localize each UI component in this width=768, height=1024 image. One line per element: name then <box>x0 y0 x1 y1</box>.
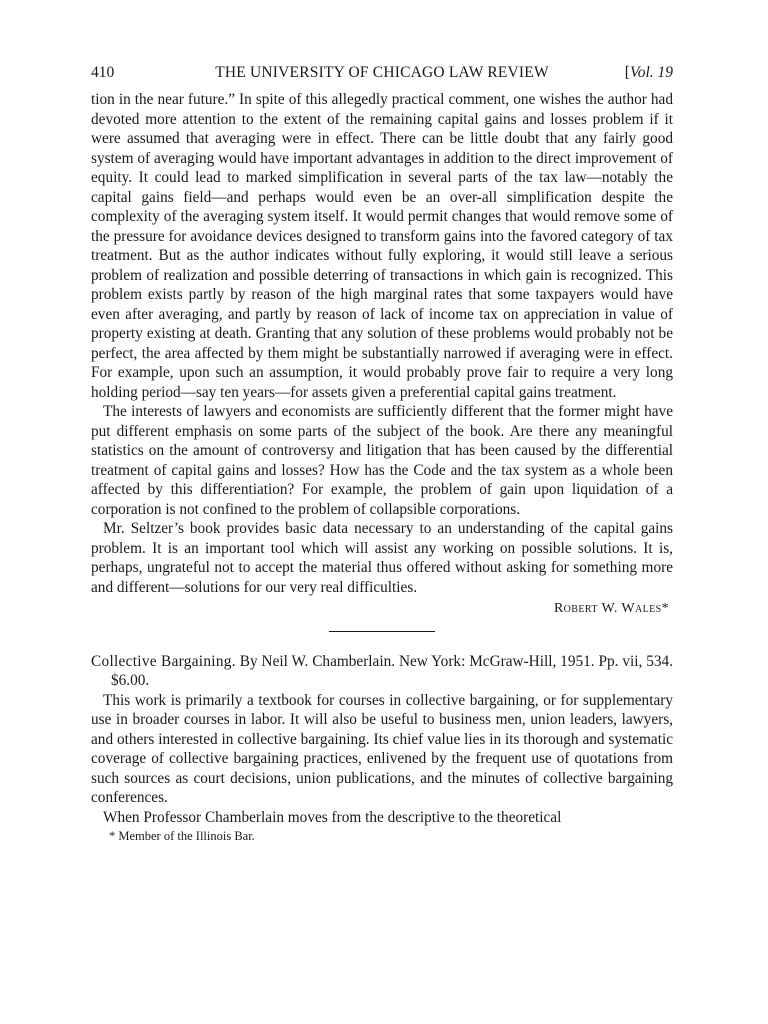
volume-label <box>625 62 673 84</box>
book-citation: By Neil W. Chamberlain. New York: McGraw-Hill, 1951. Pp. vii, 534. $6.00. <box>111 652 673 689</box>
section-divider <box>329 631 435 632</box>
volume-bracket: [ <box>624 64 630 81</box>
footnote: * Member of the Illinois Bar. <box>109 829 255 843</box>
journal-title: THE UNIVERSITY OF CHICAGO LAW REVIEW <box>215 64 549 81</box>
body-paragraph-1: tion in the near future.” In spite of this allegedly practical comment, one wishes the author had devoted more attention to the extent of the remaining capital gains and losses problem if it were assumed that averaging were in effect. There can be little doubt that any fairly good system of averaging would have important advantages in addition to the direct improvement of equity. It could lead to marked simplification in several parts of the tax law—notably the capital gains field—and perhaps would even be an over-all simplification despite the complexity of the averaging system itself. It would permit changes that would remove some of the pressure for avoidance devices designed to transform gains into the favored category of tax treatment. But as the author indicates without fully exploring, it would still leave a serious problem of realization and possible deterring of transactions in which gain is recognized. This problem exists partly by reason of the high marginal rates that some taxpayers would have even after averaging, and partly by reason of lack of income tax on appreciation in value of property existing at death. Granting that any solution of these problems would probably not be perfect, the area affected by them might be substantially narrowed if averaging were in effect. For example, upon such an assumption, it would probably prove fair to require a very long holding period—say ten years—for assets given a preferential capital gains treatment. <box>91 91 673 401</box>
review-paragraph-1: This work is primarily a textbook for courses in collective bargaining, or for supplementary use in broader courses in labor. It will also be useful to business men, union leaders, lawyers, and others interested in collective bargaining. Its chief value lies in its thorough and systematic coverage of collective bargaining practices, enlivened by the frequent use of quotations from such sources as court decisions, union publications, and the minutes of collective bargaining conferences. <box>91 691 673 806</box>
running-header <box>91 62 673 84</box>
body-paragraph-2: The interests of lawyers and economists are sufficiently different that the former might have put different emphasis on some parts of the subject of the book. Are there any meaningful statistics on the amount of controversy and litigation that has been caused by the differential treatment of capital gains and losses? How has the Code and the tax system as a whole been affected by this differentiation? For example, the problem of gain upon liquidation of a corporation is not confined to the problem of collapsible corporations. <box>91 403 673 518</box>
book-title: Collective Bargaining. <box>91 652 236 670</box>
book-review-heading <box>91 652 673 691</box>
volume-number: Vol. 19 <box>629 64 673 81</box>
author-signature: Robert W. Wales* <box>553 601 669 616</box>
page-number: 410 <box>91 64 115 81</box>
document-page <box>91 62 673 845</box>
review-paragraph-2: When Professor Chamberlain moves from the descriptive to the theoretical <box>103 808 562 826</box>
body-paragraph-3: Mr. Seltzer’s book provides basic data necessary to an understanding of the capital gains problem. It is an important tool which will assist any working on possible solutions. It is, perhaps, ungrateful not to accept the material thus offered without asking for something more and different—solutions for our very real difficulties. <box>91 520 673 596</box>
